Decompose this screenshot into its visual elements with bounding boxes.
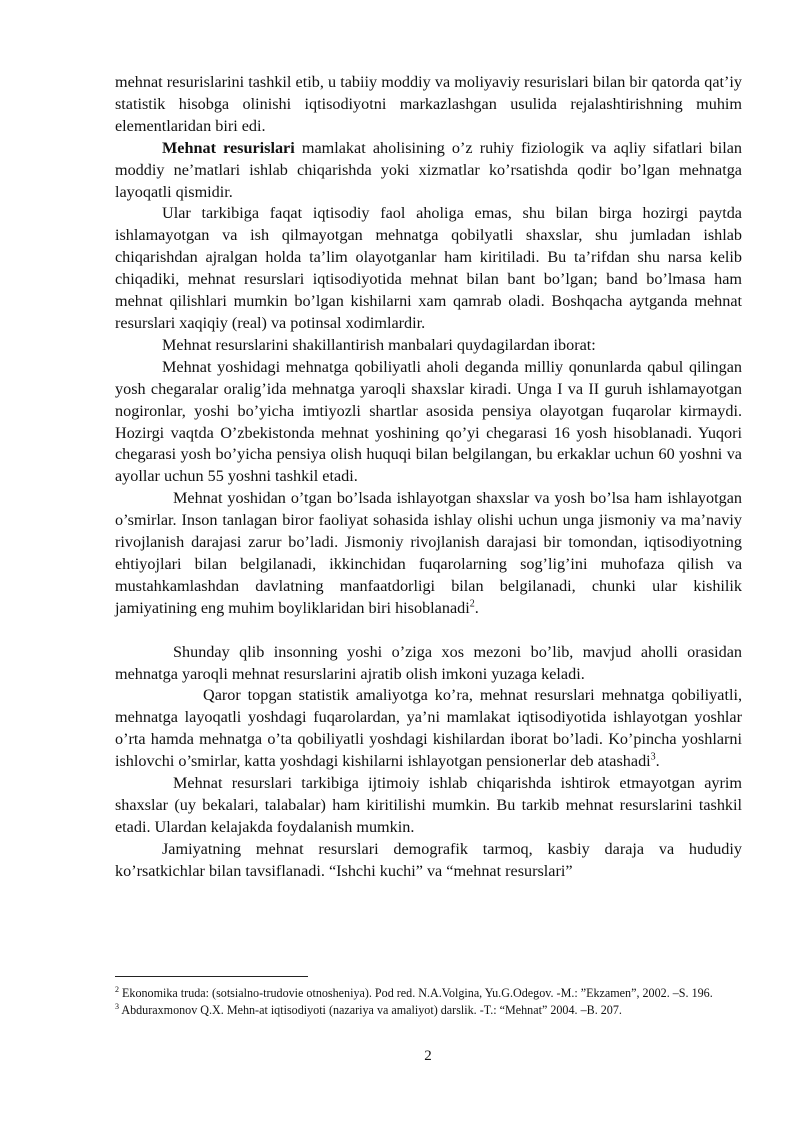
- paragraph-6-text: Mehnat yoshidan o’tgan bo’lsada ishlayotgan shaxslar va yosh bo’lsa ham ishlayotgan o’smirlar. Inson tanlagan biror faoliyat sohasida ishlay olishi uchun unga jismoniy va ma’naviy rivojlanish darajasi zarur bo’ladi. Jismoniy rivojlanish darajasi bir tomondan, iqtisodiyotning ehtiyojlari bilan belgilanadi, ikkinchidan fuqarolarning sog’lig’ini muhofaza qilish va mustahkamlashdan davlatning manfaatdorligi bilan belgilanadi, chunki ular kishilik jamiyatining eng muhim boyliklaridan biri hisoblanadi: [115, 489, 742, 617]
- footnote-ref-2: 2: [469, 598, 475, 610]
- page-number: 2: [424, 1048, 432, 1064]
- paragraph-8-text: Qaror topgan statistik amaliyotga ko’ra, mehnat resurslari mehnatga qobiliyatli, mehnatga layoqatli yoshdagi fuqarolardan, ya’ni mamlakat iqtisodiyotida ishlayotgan yoshlar o’rta hamda mehnatga o’ta qobiliyatli yoshdagi kishilardan iborat bo’ladi. Ko’pincha yoshlarni ishlovchi o’smirlar, katta yoshdagi kishilarni ishlayotgan pensionerlar deb atashadi: [115, 686, 742, 771]
- footnotes: [115, 985, 742, 1019]
- footnote-separator: [115, 976, 308, 977]
- footnote-2: [115, 985, 742, 1001]
- paragraph-2-text: mamlakat aholisining o’z ruhiy fiziologik va aqliy sifatlari bilan moddiy ne’matlari ishlab chiqarishda yoki xizmatlar ko’rsatishda qodir bo’lgan mehnatga layoqatli qismidir.: [115, 138, 742, 201]
- footnote-2-text: Ekonomika truda: (sotsialno-trudovie otnosheniya). Pod red. N.A.Volgina, Yu.G.Odegov. -M.: ”Ekzamen”, 2002. –S. 196.: [119, 986, 713, 1000]
- footnote-3: [115, 1002, 742, 1018]
- paragraph-10: Jamiyatning mehnat resurslari demografik tarmoq, kasbiy daraja va hududiy ko’rsatkichlar bilan tavsiflanadi. “Ishchi kuchi” va “mehnat resurslari”: [115, 839, 742, 880]
- paragraph-8: [115, 685, 742, 773]
- paragraph-9: Mehnat resurslari tarkibiga ijtimoiy ishlab chiqarishda ishtirok etmayotgan ayrim shaxslar (uy bekalari, talabalar) ham kiritilishi mumkin. Bu tarkib mehnat resurslarini tashkil etadi. Ulardan kelajakda foydalanish mumkin.: [115, 774, 742, 836]
- paragraph-4: Mehnat resurslarini shakillantirish manbalari quydagilardan iborat:: [162, 335, 596, 354]
- paragraph-2: [115, 138, 742, 204]
- document-body: [115, 72, 742, 883]
- paragraph-6-end: .: [474, 598, 479, 617]
- paragraph-5: Mehnat yoshidagi mehnatga qobiliyatli aholi deganda milliy qonunlarda qabul qilingan yosh chegaralar oralig’ida mehnatga yaroqli shaxslar kiradi. Unga I va II guruh ishlamayotgan nogironlar, yoshi bo’yicha imtiyozli shartlar asosida pensiya olayotgan fuqarolar kirmaydi. Hozirgi vaqtda O’zbekistonda mehnat yoshining qo’yi chegarasi 16 yosh hisoblanadi. Yuqori chegarasi yosh bo’yicha pensiya olish huquqi bilan belgilangan, bu erkaklar uchun 60 yoshni va ayollar uchun 55 yoshni tashkil etadi.: [115, 357, 742, 486]
- footnote-3-text: Abduraxmonov Q.X. Mehn-at iqtisodiyoti (nazariya va amaliyot) darslik. -T.: “Mehnat” 2004. –B. 207.: [119, 1003, 622, 1017]
- paragraph-6: [115, 488, 742, 619]
- paragraph-7: Shunday qlib insonning yoshi o’ziga xos mezoni bo’lib, mavjud aholli orasidan mehnatga yaroqli mehnat resurslarini ajratib olish imkoni yuzaga keladi.: [115, 642, 742, 683]
- paragraph-8-end: .: [655, 752, 660, 771]
- footnote-ref-3: 3: [650, 751, 656, 763]
- blank-line: [115, 620, 742, 642]
- term-bold: Mehnat resurislari: [162, 138, 295, 157]
- footnote-3-marker: 3: [115, 1001, 119, 1011]
- paragraph-1: mehnat resurislarini tashkil etib, u tabiiy moddiy va moliyaviy resurislari bilan bir qatorda qat’iy statistik hisobga olinishi iqtisodiyotni markazlashgan usulida rejalashtirishning muhim elementlaridan biri edi.: [115, 73, 742, 135]
- paragraph-3: Ular tarkibiga faqat iqtisodiy faol aholiga emas, shu bilan birga hozirgi paytda ishlamayotgan va ish qilmayotgan mehnatga qobilyatli shaxslar, shu jumladan ishlab chiqarishdan ajralgan holda ta’lim olayotganlar ham kiritiladi. Bu ta’rifdan shu narsa kelib chiqadiki, mehnat resurslari iqtisodiyotida mehnat bilan bant bo’lgan; band bo’lmasa ham mehnat qilishlari mumkin bo’lgan kishilarni xam qamrab oladi. Boshqacha aytganda mehnat resurslari xaqiqiy (real) va potinsal xodimlardir.: [115, 204, 742, 332]
- footnote-2-marker: 2: [115, 984, 119, 994]
